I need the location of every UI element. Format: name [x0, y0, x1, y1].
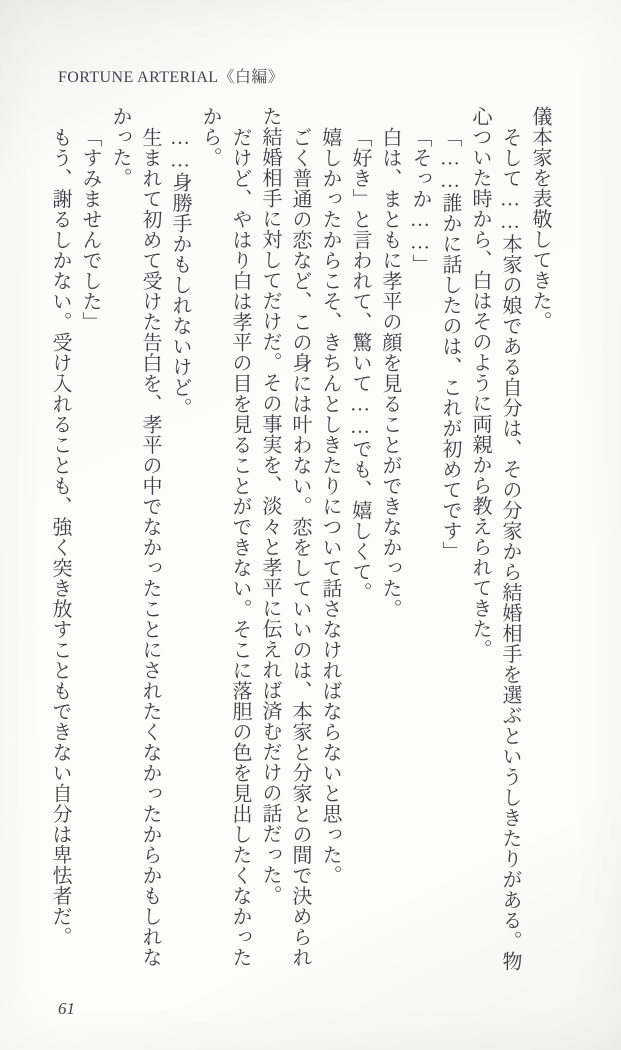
text-line: 「そっか……」: [409, 127, 431, 275]
text-line: 「……誰かに話したのは、これが初めてです」: [439, 127, 461, 562]
text-line: 白は、まともに孝平の顔を見ることができなかった。: [379, 127, 401, 619]
text-line: 「好き」と言われて、驚いて……でも、嬉しくて。: [349, 127, 371, 603]
text-line: だけど、やはり白は孝平の目を見ることができない。そこに落胆の色を見出したくなかった: [229, 127, 251, 968]
text-block: [45, 106, 555, 988]
running-header: FORTUNE ARTERIAL《白編》: [58, 69, 285, 86]
text-line: 生まれて初めて受けた告白を、孝平の中でなかったことにされたくなかったからかもしれな: [139, 127, 161, 968]
text-line: そして……本家の娘である自分は、その分家から結婚相手を選ぶというしきたりがある。物: [499, 127, 521, 972]
page-number: 61: [58, 999, 75, 1018]
text-line: た結婚相手に対してだけだ。その事実を、淡々と孝平に伝えれば済むだけの話だった。: [259, 106, 281, 906]
text-line: 嬉しかったからこそ、きちんとしきたりについて話さなければならないと思った。: [319, 127, 341, 886]
text-line: から。: [199, 106, 221, 168]
text-line: ……身勝手かもしれないけど。: [169, 127, 191, 418]
text-line: かった。: [109, 106, 131, 188]
text-line: 心ついた時から、白はそのように両親から教えられてきた。: [469, 106, 491, 660]
text-line: 「すみませんでした」: [79, 127, 101, 332]
text-line: ごく普通の恋など、この身には叶わない。恋をしていいのは、本家と分家との間で決められ: [289, 127, 311, 968]
text-line: 儀本家を表敬してきた。: [529, 106, 551, 332]
text-line: もう、謝るしかない。受け入れることも、強く突き放すこともできない自分は卑怯者だ。: [49, 127, 71, 947]
